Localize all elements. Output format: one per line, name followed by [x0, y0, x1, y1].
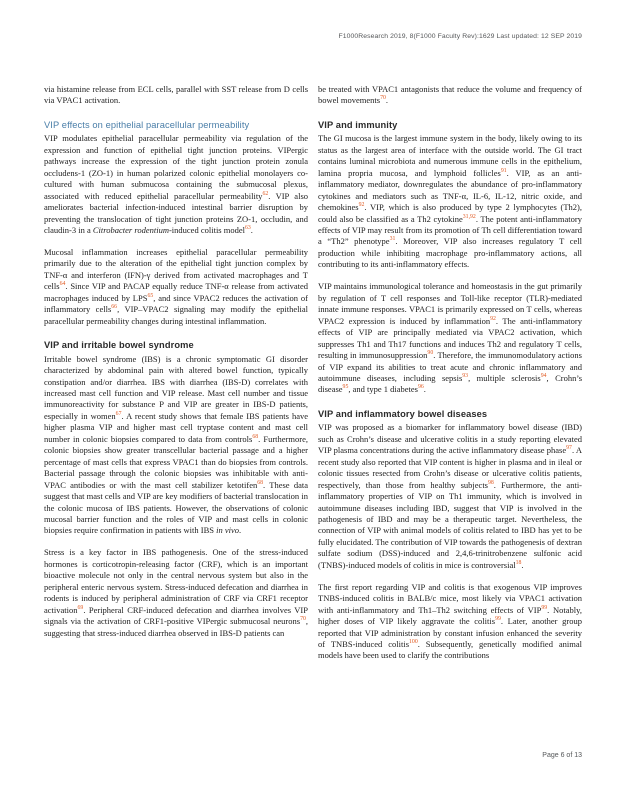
text-run: . A recent study shows that female IBS patients have higher plasma VIP and higher mast cell tryptase content and mast cell number in colonic biopsies compared to data from controls: [44, 410, 308, 444]
section-heading: VIP and immunity: [318, 119, 398, 130]
text-run: . VIP, as an anti-inflammatory mediator, downregulates the abundance of pro-inflammatory cytokines and mediators such as TNF-α, IL-6, IL-12, nitric oxide, and chemokines: [318, 167, 582, 213]
citation-reference-link[interactable]: 92: [490, 315, 496, 322]
text-run: VIP maintains immunological tolerance and homeostasis in the gut primarily by regulation of T cell responses and Toll-like receptor (TLR)-mediated innate immune responses. VPAC1 is primarily expressed on T cells, whereas VPAC2 expression is induced by inflammation: [318, 281, 582, 326]
text-run: . Peripheral CRF-induced defecation and diarrhea involves VIP signals via the activation of CRF1-positive VIPergic submucosal neurons: [44, 604, 308, 627]
text-run: . Therefore, the immunomodulatory actions of VIP expand its abilities to treat acute and chronic inflammatory and autoimmune diseases, including sepsis: [318, 350, 582, 383]
text-run: . Notably, higher doses of VIP likely aggravate the colitis: [318, 604, 582, 627]
text-run: Stress is a key factor in IBS pathogenesis. One of the stress-induced hormones is corticotropin-releasing factor (CRF), which is an important bioactive molecule not only in the central nervous system but also in the peripheral enteric nervous system. Stress-induced defecation and diarrhea in rodents is induced by peripheral administration of CRF via CRF1 receptor activation: [44, 547, 308, 615]
text-run: The first report regarding VIP and colitis is that exogenous VIP improves TNBS-induced colitis in BALB/c mice, most likely via VPAC1 activation with anti-inflammatory and Th1–Th2 switching effects of VIP: [318, 581, 582, 615]
citation-reference-link[interactable]: 62: [262, 190, 269, 197]
section-heading: VIP and inflammatory bowel diseases: [318, 408, 488, 419]
italic-term: in vivo: [216, 525, 240, 536]
paragraph: [44, 247, 308, 327]
text-run: . VIP, which is also produced by type 2 lymphocytes (Th2), could also be classified as a Th2 cytokine: [318, 202, 582, 224]
citation-reference-link[interactable]: 66: [111, 304, 118, 311]
section-heading: VIP effects on epithelial paracellular permeability: [44, 119, 250, 130]
citation-reference-link[interactable]: 18: [515, 559, 522, 566]
paragraph: [318, 84, 582, 107]
text-run: . Furthermore, colonic biopsies show greater transcellular bacterial passage and a higher percentage of mast cells that express VPAC1 than do biopsies from controls. Bacterial passage through the colonic biopsies was inhibitable with anti-VPAC antibodies or with the mast cell stabilizer ketotifen: [44, 433, 308, 490]
citation-reference-link[interactable]: 90: [427, 350, 434, 357]
journal-citation-header: F1000Research 2019, 8(F1000 Faculty Rev):1629 Last updated: 12 SEP 2019: [338, 33, 582, 40]
citation-reference-link[interactable]: 31,92: [462, 213, 476, 220]
italic-term: Citrobacter rodentium: [92, 225, 169, 236]
citation-reference-link[interactable]: 91: [500, 167, 507, 174]
text-run: . The anti-inflammatory effects of VIP are principally mediated via VPAC2 activation, which suppresses Th1 and Th17 functions and induces Th2 and regulatory T cells, resulting in immunosuppression: [318, 315, 583, 361]
text-run: VIP was proposed as a biomarker for inflammatory bowel disease (IBD) such as Crohn’s disease and ulcerative colitis in a study reporting elevated VIP plasma concentrations during the active inflammatory disease phase: [318, 422, 582, 456]
citation-reference-link[interactable]: 64: [59, 281, 66, 288]
paragraph: [44, 354, 308, 537]
page-number: Page 6 of 13: [542, 752, 582, 759]
text-run: , suggesting that stress-induced diarrhea observed in IBS-D patients can: [44, 616, 308, 638]
article-column-left: [44, 84, 308, 650]
text-run: , and type 1 diabetes: [348, 384, 418, 395]
citation-reference-link[interactable]: 94: [540, 373, 547, 380]
paragraph: [44, 84, 308, 107]
text-run: .: [385, 95, 389, 106]
citation-reference-link[interactable]: 70: [300, 616, 306, 623]
text-run: , and since VPAC2 reduces the activation of inflammatory cells: [44, 292, 308, 315]
article-body: [44, 84, 582, 672]
citation-reference-link[interactable]: 100: [409, 639, 418, 646]
text-run: Irritable bowel syndrome (IBS) is a chronic symptomatic GI disorder characterized by abdominal pain with altered bowel function, typically constipation and/or diarrhea. IBS with diarrhea (IBS-D) correlates with increased mast cell function and VIP release. Mast cell number and tissue immunoreactivity for substance P and VIP are greater in IBS-D patients, especially in women: [44, 353, 308, 421]
citation-reference-link[interactable]: 31: [389, 236, 396, 243]
text-run: via histamine release from ECL cells, parallel with SST release from D cells via VPAC1 activation.: [44, 84, 308, 106]
text-run: . Furthermore, the anti-inflammatory properties of VIP on Th1 immunity, which is involved in autoimmune diseases including IBD, suggest that VIP is involved in the pathogenesis of IBD and may be a therapeutic target. Nevertheless, the connection of VIP with animal models of colitis related to IBD has yet to be fully elucidated. The contribution of VIP towards the pathogenesis of dextran sulfate sodium (DSS)-induced and 2,4,6-trinitrobenzene sulfonic acid (TNBS)-induced models of colitis in mice is controversial: [318, 479, 583, 570]
section-heading: VIP and irritable bowel syndrome: [44, 340, 194, 351]
text-run: . The potent anti-inflammatory effects of VIP may result from its promotion of Th cell differentiation toward a “Th2” phenotype: [318, 213, 582, 247]
text-run: . VIP also ameliorates bacterial infection-induced intestinal barrier disruption by preventing the translocation of tight junction proteins ZO-1, occludin, and claudin-3 in a: [44, 190, 308, 236]
citation-reference-link[interactable]: 67: [115, 411, 122, 418]
text-run: , Crohn’s disease: [318, 372, 583, 395]
paragraph: [44, 133, 308, 236]
text-run: .: [239, 525, 242, 536]
text-run: Mucosal inflammation increases epithelial paracellular permeability primarily due to the alteration of the epithelial tight junction complex by TNF-α and interferon (IFN)-γ derived from activated macrophages and T cells: [44, 246, 308, 292]
citation-reference-link[interactable]: 68: [252, 434, 259, 440]
citation-reference-link[interactable]: 70: [380, 95, 386, 102]
citation-reference-link[interactable]: 65: [147, 292, 154, 299]
citation-reference-link[interactable]: 99: [495, 616, 501, 623]
text-run: be treated with VPAC1 antagonists that reduce the volume and frequency of bowel movements: [318, 84, 582, 106]
text-run: , VIP–VPAC2 signaling may modify the epithelial paracellular permeability changes during intestinal inflammation.: [44, 304, 308, 326]
text-run: The GI mucosa is the largest immune system in the body, likely owing to its status as the largest area of interface with the outside world. The GI tract contains luminal microbiota and numerous immune cells in the epithelium, lamina propria mucosa, and lymphoid follicles: [318, 133, 582, 178]
citation-reference-link[interactable]: 92: [358, 202, 365, 209]
citation-reference-link[interactable]: 69: [77, 604, 84, 611]
text-run: . These data suggest that mast cells and VIP are key modifiers of bacterial translocation in the colonic mucosa of IBS patients. However, the observations of colonic mucosal barrier function and the roles of VIP and mast cells in colonic biopsies require confirmation in patients with IBS: [44, 479, 308, 536]
paragraph: [318, 582, 582, 662]
text-run: .: [521, 559, 524, 570]
paragraph: [318, 422, 582, 571]
text-run: .: [250, 225, 253, 236]
citation-reference-link[interactable]: 95: [342, 384, 349, 391]
text-run: -induced colitis model: [168, 225, 245, 236]
text-run: .: [423, 384, 426, 395]
article-column-right: [318, 84, 582, 672]
citation-reference-link[interactable]: 96: [417, 384, 424, 391]
citation-reference-link[interactable]: 97: [566, 445, 572, 452]
paragraph: [318, 133, 582, 270]
text-run: , multiple sclerosis: [468, 372, 541, 383]
text-run: . A recent study also reported that VIP content is higher in plasma and in ileal or colonic tissues resected from Crohn’s disease or ulcerative colitis patients, respectively, than those from healthy subjects: [318, 445, 582, 490]
text-run: . Subsequently, genetically modified animal models have been used to clarify the contributions: [318, 639, 583, 661]
citation-reference-link[interactable]: 93: [462, 373, 469, 380]
citation-reference-link[interactable]: 63: [244, 225, 251, 232]
paragraph: [44, 547, 308, 639]
text-run: . Since VIP and PACAP equally reduce TNF-α release from activated macrophages induced by LPS: [44, 281, 308, 303]
text-run: VIP modulates epithelial paracellular permeability via regulation of the expression and function of epithelial tight junction proteins. VIPergic pathways increase the expression of the tight junction protein zonula occludens-1 (ZO-1) in human polarized colonic epithelial monolayers co-cultured with human submucosa containing the submucosal plexus, associated with reduced epithelial paracellular permeability: [44, 133, 308, 201]
text-run: . Moreover, VIP also increases regulatory T cell production while inhibiting macrophage pro-inflammatory actions, all contributing to its anti-inflammatory effects.: [318, 236, 582, 270]
text-run: . Later, another group reported that VIP administration by constant infusion enhanced the severity of TNBS-induced colitis: [318, 616, 582, 650]
paragraph: [318, 281, 582, 396]
citation-reference-link[interactable]: 98: [488, 479, 494, 486]
citation-reference-link[interactable]: 99: [541, 604, 548, 611]
citation-reference-link[interactable]: 68: [257, 479, 264, 486]
